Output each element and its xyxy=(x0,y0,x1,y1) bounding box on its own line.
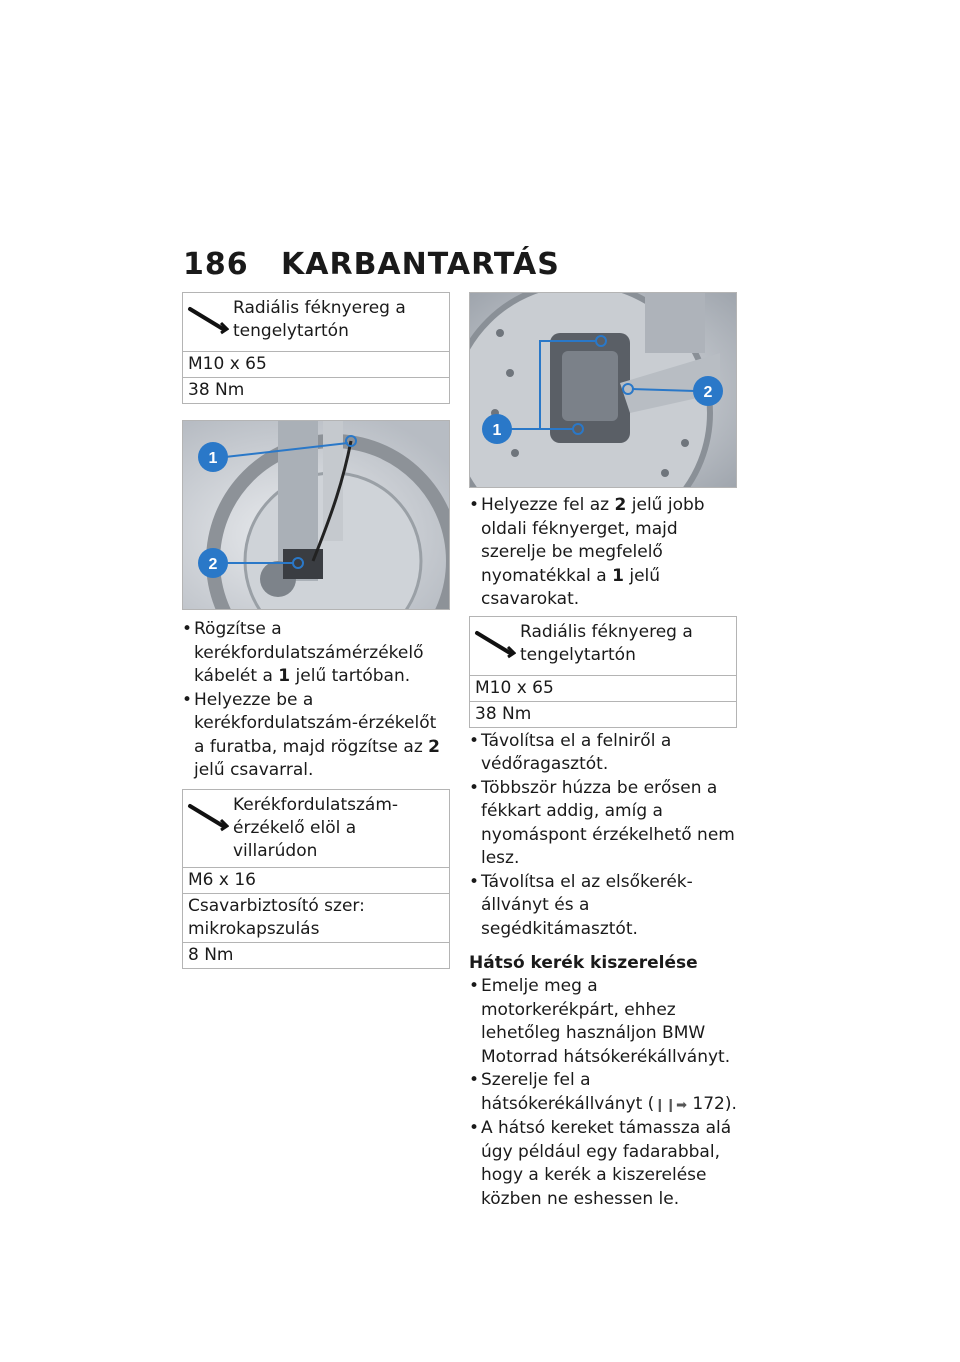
callout-2: 2 xyxy=(703,384,713,401)
list-item: • A hátsó kereket támassza alá úgy például egy fadarabbal, hogy a kerék a kiszerelése közben ne eshessen le. xyxy=(469,1117,737,1211)
instruction-list xyxy=(469,730,737,942)
spec-row: M6 x 16 xyxy=(183,868,449,894)
callout-2: 2 xyxy=(208,556,218,573)
spec-row: M10 x 65 xyxy=(470,676,736,702)
callout-1: 1 xyxy=(492,422,502,439)
list-item: • Emelje meg a motorkerékpárt, ehhez lehetőleg használjon BMW Motorrad hátsókerékállványt. xyxy=(469,975,737,1069)
list-item: • Távolítsa el az elsőkerék-állványt és a segédkitámasztót. xyxy=(469,871,737,942)
torque-wrench-icon xyxy=(183,293,233,351)
spec-title: Kerékfordulatszám-érzékelő elöl a villarúdon xyxy=(233,794,399,861)
spec-row: 38 Nm xyxy=(188,380,245,400)
chapter-title: KARBANTARTÁS xyxy=(281,246,560,282)
spec-row: M10 x 65 xyxy=(183,352,449,378)
torque-spec-sensor xyxy=(182,789,450,969)
torque-spec-caliper xyxy=(182,292,450,404)
instruction-list xyxy=(469,975,737,1211)
torque-wrench-icon xyxy=(183,790,233,867)
list-item: • Rögzítse a kerékfordulatszámérzékelő kábelét a 1 jelű tartóban. xyxy=(182,618,450,689)
list-item: • Helyezze fel az 2 jelű jobb oldali féknyerget, majd szerelje be megfelelő nyomatékkal a 1 jelű csavarokat. xyxy=(469,494,737,612)
page-reference-arrow-icon: ❙❙➡ xyxy=(654,1097,687,1113)
left-column xyxy=(182,292,450,969)
photo-abs-sensor xyxy=(182,420,450,610)
page-number: 186 xyxy=(183,246,249,282)
photo-brake-caliper xyxy=(469,292,737,488)
spec-row: 38 Nm xyxy=(475,703,532,724)
list-item: • Távolítsa el a felniről a védőragasztót. xyxy=(469,730,737,777)
spec-row: Csavarbiztosító szer: mikrokapszulás xyxy=(183,894,449,943)
right-column xyxy=(469,292,737,1211)
torque-wrench-icon xyxy=(470,617,520,675)
section-heading: Hátsó kerék kiszerelése xyxy=(469,953,698,973)
torque-spec-caliper-right xyxy=(469,616,737,728)
list-item: • Helyezze be a kerékfordulatszám-érzékelőt a furatba, majd rögzítse az 2 jelű csavarral. xyxy=(182,689,450,783)
page-header xyxy=(183,244,560,284)
list-item: • Többször húzza be erősen a fékkart addig, amíg a nyomáspont érzékelhető nem lesz. xyxy=(469,777,737,871)
spec-row: 8 Nm xyxy=(188,944,234,965)
list-item: • Szerelje fel a hátsókerékállványt (❙❙➡ 172). xyxy=(469,1069,737,1117)
spec-title: Radiális féknyereg a tengelytartón xyxy=(233,298,406,341)
spec-title: Radiális féknyereg a tengelytartón xyxy=(520,621,693,665)
instruction-list xyxy=(182,618,450,783)
instruction-list xyxy=(469,494,737,612)
callout-1: 1 xyxy=(208,450,218,467)
